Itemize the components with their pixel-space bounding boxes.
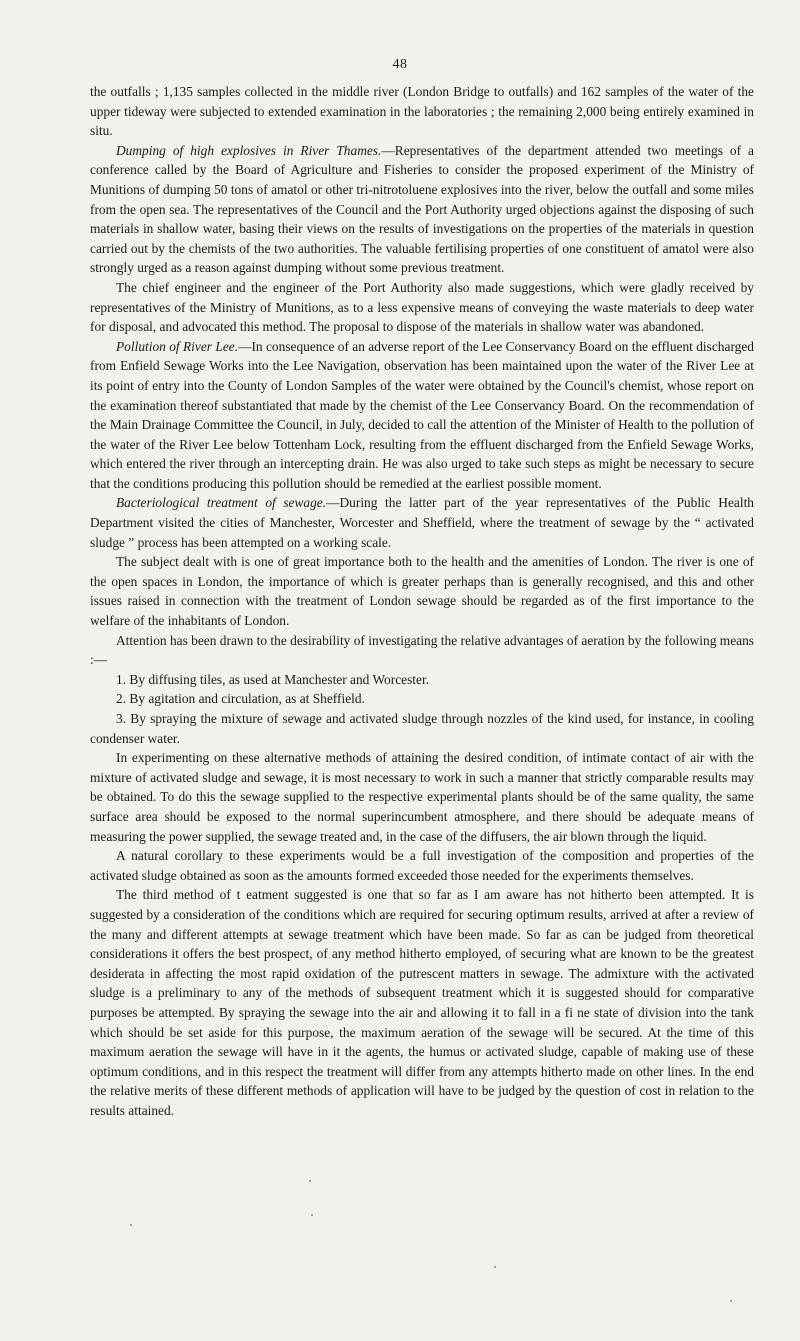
- paragraph-experimenting: In experimenting on these alternative methods of attaining the desired condition, of intimate contact of air with the mixture of activated sludge and sewage, it is most necessary to work in such a manner that strictly comparable results may be obtained. To do this the sewage supplied to the respective experimental plants should be of the same quality, the same surface area should be exposed to the normal superincumbent atmosphere, and there should be adequate means of measuring the power supplied, the sewage treated and, in the case of the diffusers, the air blown through the liquid.: [90, 750, 754, 844]
- list-item-spraying: 3. By spraying the mixture of sewage and activated sludge through nozzles of the kind used, for instance, in cooling condenser water.: [90, 711, 754, 746]
- list-item-agitation: 2. By agitation and circulation, as at Sheffield.: [116, 691, 365, 707]
- paragraph-pollution-lee: [90, 337, 754, 494]
- section-heading-pollution: Pollution of River Lee.: [116, 338, 239, 354]
- paragraph-dumping-explosives: [90, 141, 754, 278]
- paragraph-third-method: The third method of t eatment suggested is one that so far as I am aware has not hitherto been attempted. It is suggested by a consideration of the conditions which are required for securing optimum results, arrived at after a review of the many and different attempts at sewage treatment which have been made. So far as can be judged from theoretical considerations it offers the best prospect, of any method hitherto employed, of securing what are known to be the greatest desiderata in affecting the most rapid oxidation of the putrescent matters in sewage. The admixture with the activated sludge is a preliminary to any of the methods of subsequent treatment which it is suggested should for comparative purposes be attempted. By spraying the sewage into the air and allowing it to fall in a fi ne state of division into the tank which should be set aside for this purpose, the maximum aeration of the sewage will be secured. At the time of this maximum aeration the sewage will have in it the agents, the humus or activated sludge, capable of making use of these optimum conditions, and in this respect the treatment will differ from any attempts hitherto made on other lines. In the end the relative merits of these different methods of application will have to be judged by the question of cost in relation to the results attained.: [90, 887, 754, 1118]
- paragraph-text: —During the latter part of the year representatives of the Public Health Department visited the cities of Manchester, Worcester and Sheffield, where the treatment of sewage by the “ activated sludge ” process has been attempted on a working scale.: [90, 495, 754, 550]
- paper-speck: [309, 1180, 311, 1182]
- list-item-diffusing: 1. By diffusing tiles, as used at Manchester and Worcester.: [116, 671, 430, 687]
- section-heading-dumping: Dumping of high explosives in River Thames.: [116, 142, 382, 158]
- paragraph-corollary: A natural corollary to these experiments would be a full investigation of the composition and properties of the activated sludge obtained as soon as the amounts formed exceeded those needed for the experiments themselves.: [90, 848, 754, 883]
- paper-speck: [130, 1224, 132, 1226]
- paragraph-aeration-intro: [90, 631, 754, 670]
- paragraph-text: Attention has been drawn to the desirability of investigating the relative advantages of aeration by the following means :—: [90, 632, 754, 668]
- paragraph-text: The chief engineer and the engineer of the Port Authority also made suggestions, which were gladly received by representatives of the Ministry of Munitions, as to a less expensive means of conveying the waste materials to deep water for disposal, and advocated this method. The proposal to dispose of the materials in shallow water was abandoned.: [90, 279, 754, 335]
- paragraph-text: The subject dealt with is one of great importance both to the health and the amenities of London. The river is one of the open spaces in London, the importance of which is greater perhaps than is generally recognised, and this and other issues raised in connection with the treatment of London sewage should be regarded as of the first importance to the welfare of the inhabitants of London.: [90, 554, 754, 629]
- page-number: 48: [392, 57, 408, 72]
- section-heading-bacteriological: Bacteriological treatment of sewage.: [116, 495, 327, 511]
- paragraph-chief-engineer: [90, 278, 754, 337]
- paragraph-bacteriological: [90, 493, 754, 552]
- paper-speck: [311, 1214, 313, 1216]
- paragraph-samples-continued: [90, 82, 754, 141]
- paragraph-text: —Representatives of the department attended two meetings of a conference called by the Board of Agriculture and Fisheries to consider the proposed experiment of the Ministry of Munitions of dumping 50 tons of amatol or other tri-nitrotoluene explosives into the river, below the outfall and some miles from the open sea. The representatives of the Council and the Port Authority urged objections against the disposing of such materials in shallow water, basing their views on the results of investigations on the properties of the materials in question carried out by the chemists of the two authorities. The valuable fertilising properties of one constituent of amatol were also strongly urged as a reason against dumping without some previous treatment.: [90, 142, 754, 276]
- paragraph-importance: [90, 552, 754, 630]
- paragraph-text: —In consequence of an adverse report of the Lee Conservancy Board on the effluent discharged from Enfield Sewage Works into the Lee Navigation, observation has been maintained upon the water of the River Lee at its point of entry into the County of London Samples of the water were obtained by the Council's chemist, whose report on the examination thereof substantiated that made by the chemist of the Lee Conservancy Board. On the recommendation of the Main Drainage Committee the Council, in July, decided to call the attention of the Minister of Health to the pollution of the water of the River Lee below Tottenham Lock, resulting from the effluent discharged from the Enfield Sewage Works, which entered the river through an intercepting drain. He was also urged to take such steps as might be necessary to secure that the conditions producing this pollution should be remedied at the earliest possible moment.: [90, 338, 755, 491]
- body-text: [90, 82, 754, 1120]
- paper-speck: [494, 1266, 496, 1268]
- paragraph-text: the outfalls ; 1,135 samples collected in the middle river (London Bridge to outfalls) and 162 samples of the water of the upper tideway were subjected to extended examination in the laboratories ; the remaining 2,000 being entirely examined in situ.: [90, 84, 754, 139]
- paper-speck: [730, 1300, 732, 1302]
